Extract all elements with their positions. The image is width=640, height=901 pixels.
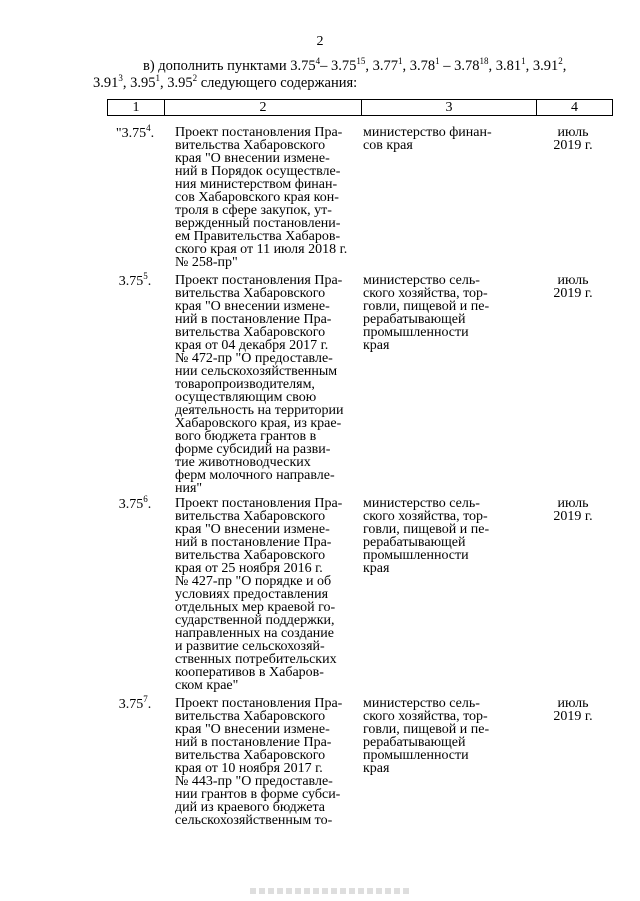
document-title-line: отдельных мер краевой го- <box>175 600 336 615</box>
deadline-line: 2019 г. <box>553 286 593 301</box>
table-header-cell: 3 <box>362 100 537 115</box>
document-title-line: ния" <box>175 481 203 496</box>
responsible-body-line: рерабатывающей <box>363 535 466 550</box>
responsible-body-line: министерство сель- <box>363 496 480 511</box>
deadline-line: июль <box>557 125 589 140</box>
document-title-line: форме субсидий на разви- <box>175 442 331 457</box>
document-title-line: троля в сфере закупок, ут- <box>175 203 332 218</box>
deadline <box>533 274 613 495</box>
document-title-line: ний в постановление Пра- <box>175 312 332 327</box>
responsible-body-line: края <box>363 561 390 576</box>
document-title-line: ского края от 11 июля 2018 г. <box>175 242 348 257</box>
table-row <box>107 123 613 270</box>
document-title-line: ний в Порядок осуществле- <box>175 164 341 179</box>
document-title-line: вительства Хабаровского <box>175 325 326 340</box>
document-title-line: Проект постановления Пра- <box>175 125 343 140</box>
document-title-line: ственных потребительских <box>175 652 337 667</box>
responsible-body <box>359 126 533 269</box>
document-title-line: вительства Хабаровского <box>175 748 326 763</box>
responsible-body-line: сов края <box>363 138 413 153</box>
document-title-line: края "О внесении измене- <box>175 722 330 737</box>
responsible-body-line: промышленности <box>363 548 469 563</box>
document-title-line: кооперативов в Хабаров- <box>175 665 324 680</box>
responsible-body-line: говли, пищевой и пе- <box>363 522 490 537</box>
document-title-line: вительства Хабаровского <box>175 286 326 301</box>
document-title-line: края от 25 ноября 2016 г. <box>175 561 323 576</box>
document-title-line: ском крае" <box>175 678 239 693</box>
document-title-line: № 258-пр" <box>175 255 238 270</box>
document-title-line: сельскохозяйственным то- <box>175 813 333 828</box>
deadline-line: 2019 г. <box>553 509 593 524</box>
responsible-body-line: министерство сель- <box>363 696 480 711</box>
item-number: 3.75$^7$. <box>118 694 152 712</box>
document-title-line: вительства Хабаровского <box>175 709 326 724</box>
document-title <box>163 497 359 692</box>
table-header-cell: 4 <box>571 100 578 115</box>
document-title <box>163 274 359 495</box>
responsible-body-line: края <box>363 761 390 776</box>
document-title-line: сударственной поддержки, <box>175 613 335 628</box>
document-title-line: условиях предоставления <box>175 587 329 602</box>
deadline-line: 2019 г. <box>553 138 593 153</box>
document-title-line: нии грантов в форме субси- <box>175 787 341 802</box>
responsible-body-line: рерабатывающей <box>363 735 466 750</box>
document-title-line: вержденный постановлени- <box>175 216 341 231</box>
deadline-line: июль <box>557 273 589 288</box>
responsible-body-line: края <box>363 338 390 353</box>
deadline-line: июль <box>557 696 589 711</box>
document-title-line: ферм молочного направле- <box>175 468 335 483</box>
table-row <box>107 494 613 693</box>
document-title-line: Проект постановления Пра- <box>175 273 343 288</box>
document-title-line: направленных на создание <box>175 626 334 641</box>
document-title <box>163 697 359 827</box>
document-title-line: края "О внесении измене- <box>175 522 330 537</box>
responsible-body-line: говли, пищевой и пе- <box>363 722 490 737</box>
responsible-body <box>359 274 533 495</box>
table-row <box>107 271 613 496</box>
document-title-line: деятельность на территории <box>175 403 344 418</box>
document-title-line: нии сельскохозяйственным <box>175 364 338 379</box>
responsible-body-line: промышленности <box>363 325 469 340</box>
page-number: 2 <box>316 34 324 49</box>
document-title-line: края "О внесении измене- <box>175 151 330 166</box>
document-title-line: края от 10 ноября 2017 г. <box>175 761 323 776</box>
document-title-line: дий из краевого бюджета <box>175 800 325 815</box>
document-title-line: Проект постановления Пра- <box>175 696 343 711</box>
responsible-body-line: ского хозяйства, тор- <box>363 509 488 524</box>
document-title-line: № 427-пр "О порядке и об <box>175 574 332 589</box>
deadline-line: 2019 г. <box>553 709 593 724</box>
table-header <box>107 99 613 116</box>
document-title-line: вительства Хабаровского <box>175 509 326 524</box>
document-title-line: вого бюджета грантов в <box>175 429 317 444</box>
item-number: "3.75$^4$. <box>115 123 155 141</box>
responsible-body-line: ского хозяйства, тор- <box>363 286 488 301</box>
document-title-line: № 443-пр "О предоставле- <box>175 774 333 789</box>
document-title-line: Хабаровского края, из крае- <box>175 416 342 431</box>
footer-stamp <box>250 888 410 894</box>
document-title <box>163 126 359 269</box>
intro-line-2: 3.91$^3$, 3.95$^1$, 3.95$^2$ следующего содержания: <box>93 73 358 91</box>
responsible-body-line: говли, пищевой и пе- <box>363 299 490 314</box>
document-title-line: вительства Хабаровского <box>175 548 326 563</box>
item-number: 3.75$^5$. <box>118 271 152 289</box>
item-number: 3.75$^6$. <box>118 494 152 512</box>
document-title-line: № 472-пр "О предоставле- <box>175 351 333 366</box>
document-title-line: сов Хабаровского края кон- <box>175 190 339 205</box>
document-title-line: осуществляющим свою <box>175 390 317 405</box>
responsible-body-line: министерство финан- <box>363 125 492 140</box>
responsible-body-line: ского хозяйства, тор- <box>363 709 488 724</box>
document-title-line: края "О внесении измене- <box>175 299 330 314</box>
table-row <box>107 694 613 828</box>
document-title-line: и развитие сельскохозяй- <box>175 639 325 654</box>
responsible-body <box>359 697 533 827</box>
document-title-line: ем Правительства Хабаров- <box>175 229 341 244</box>
deadline <box>533 126 613 269</box>
responsible-body-line: министерство сель- <box>363 273 480 288</box>
document-title-line: товаропроизводителям, <box>175 377 315 392</box>
document-title-line: Проект постановления Пра- <box>175 496 343 511</box>
responsible-body <box>359 497 533 692</box>
table-header-cell: 2 <box>165 100 362 115</box>
document-title-line: тие животноводческих <box>175 455 311 470</box>
document-title-line: края от 04 декабря 2017 г. <box>175 338 329 353</box>
responsible-body-line: рерабатывающей <box>363 312 466 327</box>
intro-paragraph <box>93 58 613 92</box>
deadline <box>533 697 613 827</box>
table-header-cell: 1 <box>108 100 165 115</box>
deadline <box>533 497 613 692</box>
document-title-line: вительства Хабаровского <box>175 138 326 153</box>
document-title-line: ния министерством финан- <box>175 177 338 192</box>
responsible-body-line: промышленности <box>363 748 469 763</box>
deadline-line: июль <box>557 496 589 511</box>
intro-line-1: в) дополнить пунктами 3.75$^4$– 3.75$^{15}$, 3.77$^1$, 3.78$^1$ – 3.78$^{18}$, 3.81$^1$, 3.91$^2$, <box>143 56 567 74</box>
document-title-line: ний в постановление Пра- <box>175 735 332 750</box>
document-title-line: ний в постановление Пра- <box>175 535 332 550</box>
